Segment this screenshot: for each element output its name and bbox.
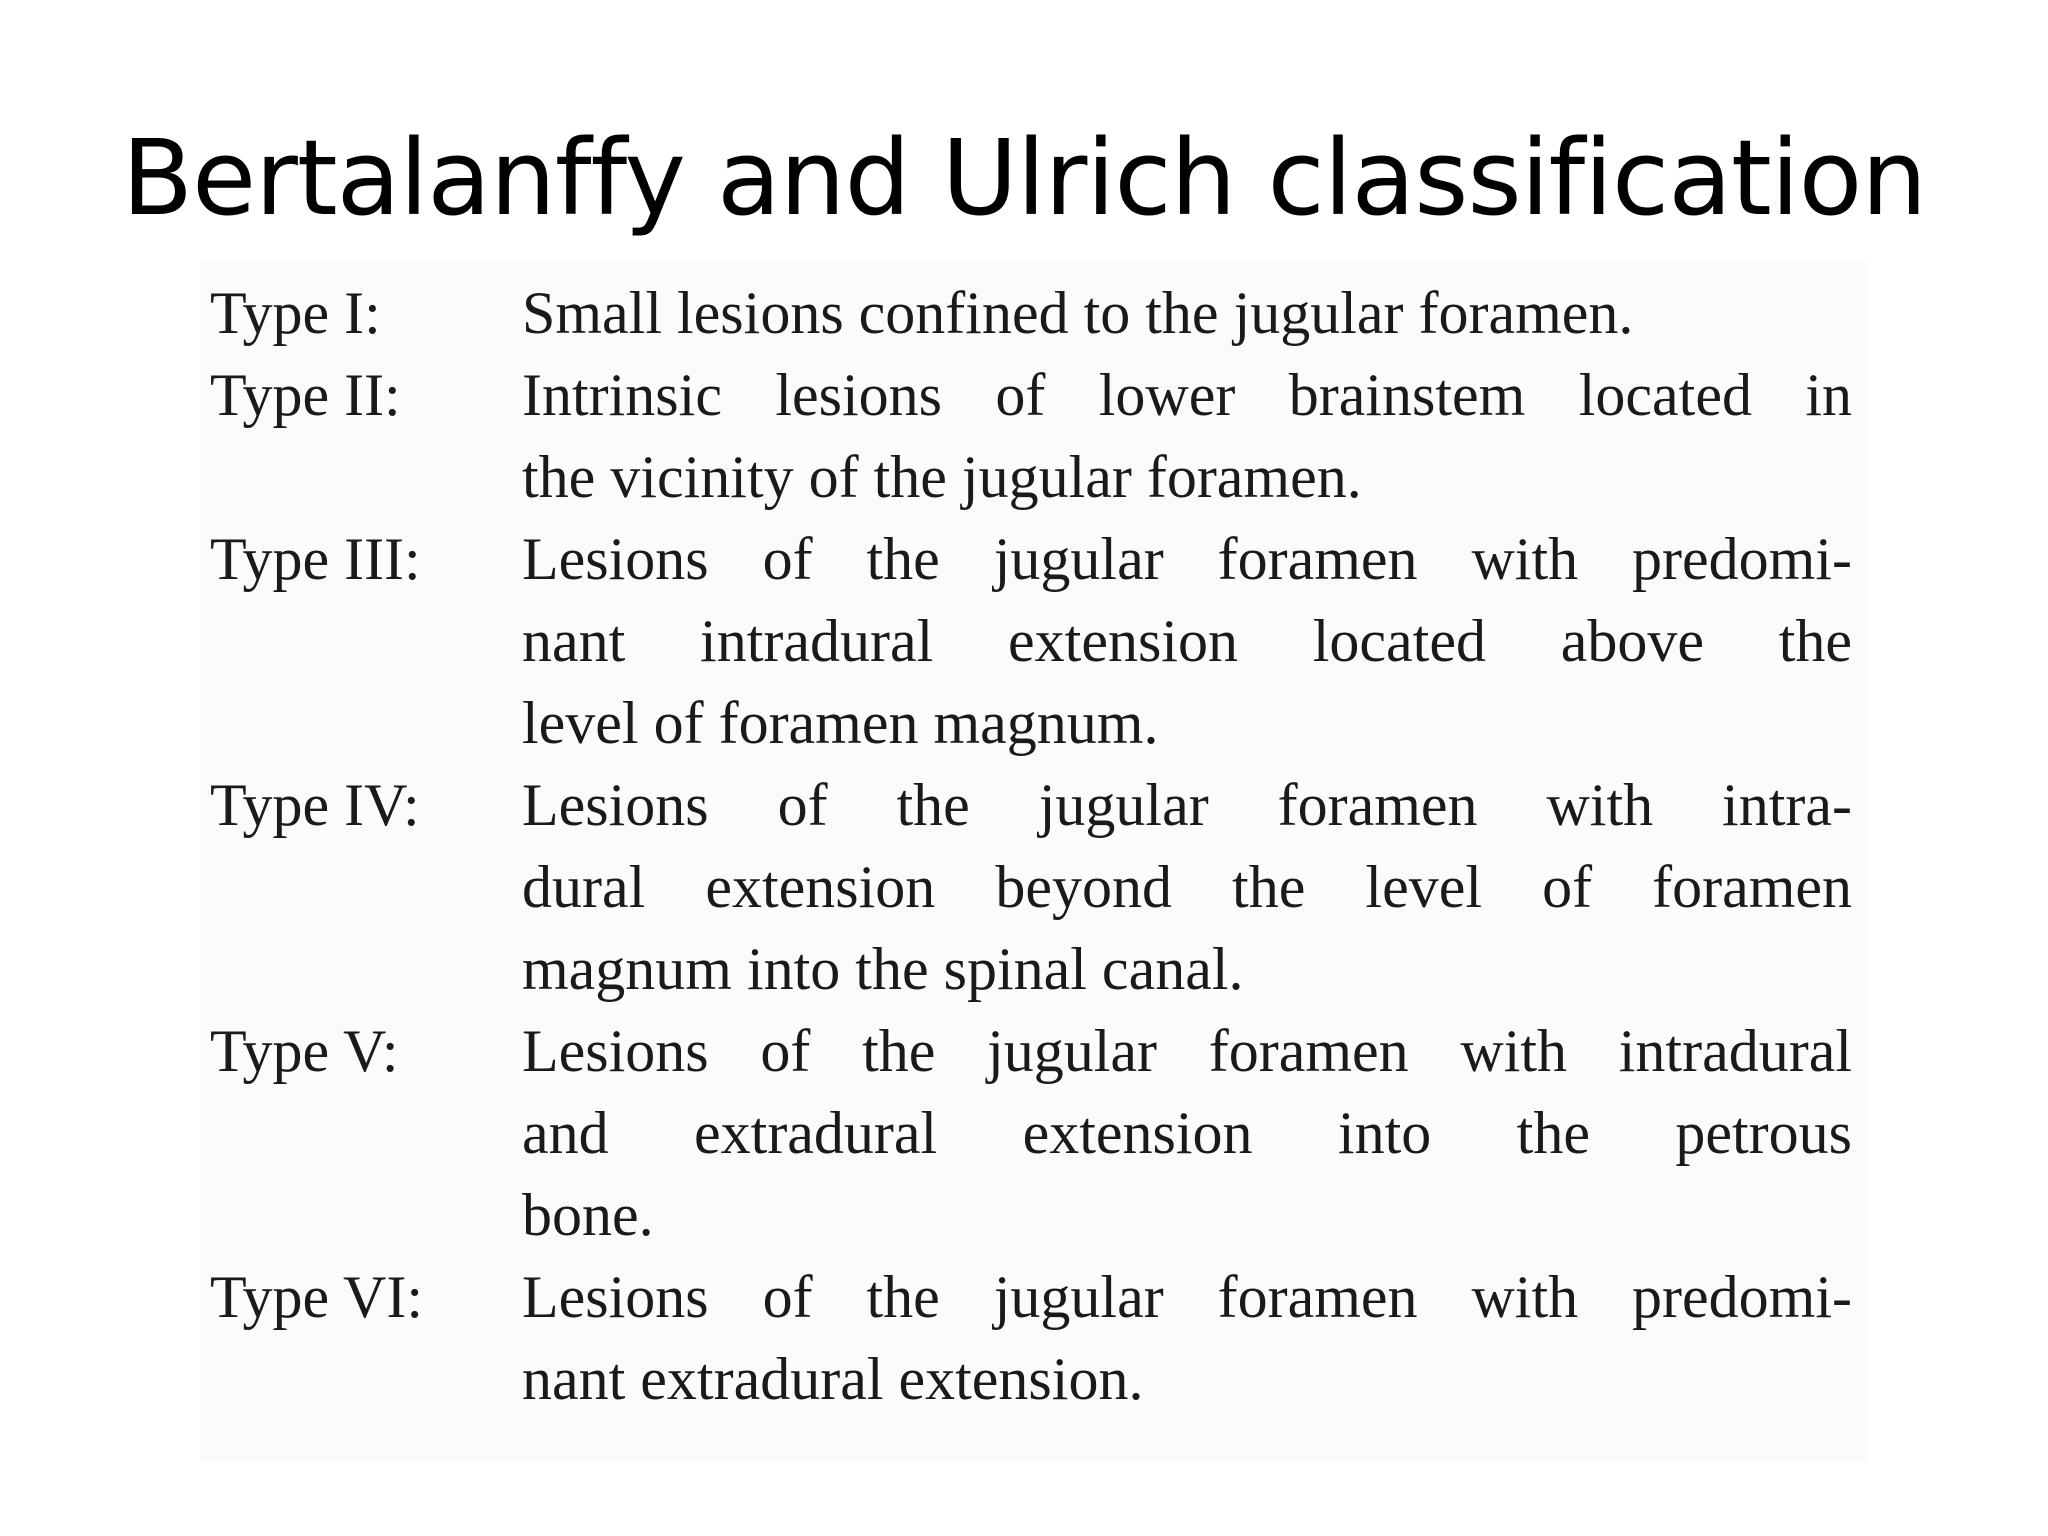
description-line: Intrinsic lesions of lower brainstem located in: [522, 362, 1852, 428]
type-description: [522, 518, 1852, 764]
description-line: bone.: [522, 1182, 654, 1248]
type-description: [522, 1256, 1852, 1420]
description-line: the vicinity of the jugular foramen.: [522, 444, 1362, 510]
type-label: Type VI:: [210, 1264, 423, 1330]
type-description: [522, 354, 1852, 518]
classification-scan: [200, 262, 1868, 1462]
description-line: nant intradural extension located above the: [522, 608, 1852, 674]
description-line: level of foramen magnum.: [522, 690, 1159, 756]
description-line: Small lesions confined to the jugular foramen.: [522, 280, 1634, 346]
type-label: Type II:: [210, 362, 401, 428]
type-label: Type III:: [210, 526, 421, 592]
type-description: [522, 272, 1852, 354]
type-label: Type I:: [210, 280, 381, 346]
description-line: Lesions of the jugular foramen with intra-: [522, 772, 1852, 838]
slide-title: Bertalanffy and Ulrich classification: [121, 117, 1927, 239]
description-line: magnum into the spinal canal.: [522, 936, 1244, 1002]
type-label: Type IV:: [210, 772, 420, 838]
description-line: Lesions of the jugular foramen with intradural: [522, 1018, 1852, 1084]
description-line: Lesions of the jugular foramen with predomi-: [522, 1264, 1852, 1330]
description-line: and extradural extension into the petrous: [522, 1100, 1852, 1166]
description-line: Lesions of the jugular foramen with predomi-: [522, 526, 1852, 592]
description-line: nant extradural extension.: [522, 1346, 1144, 1412]
type-description: [522, 1010, 1852, 1256]
description-line: dural extension beyond the level of foramen: [522, 854, 1852, 920]
type-label: Type V:: [210, 1018, 399, 1084]
type-description: [522, 764, 1852, 1010]
